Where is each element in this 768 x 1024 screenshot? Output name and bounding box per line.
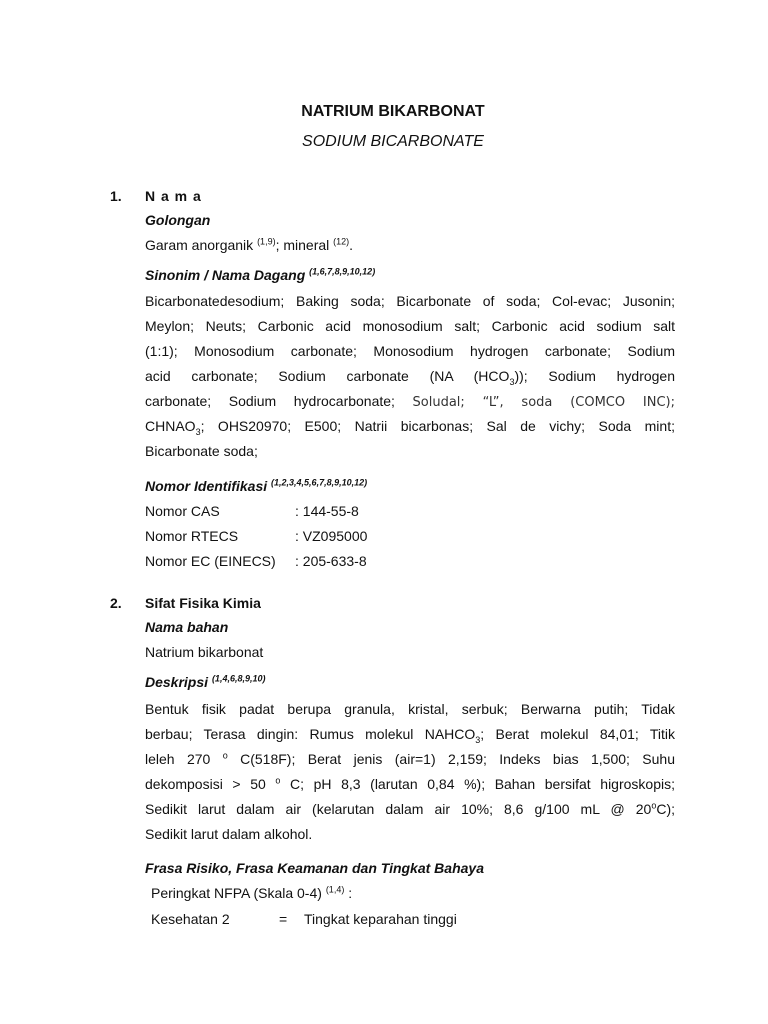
deskripsi-line: leleh 270 $^o$ C(518F); Berat jenis (air=1) 2,159; Indeks bias 1,500; Suhu — [145, 750, 675, 767]
nfpa-text: Peringkat NFPA (Skala 0-4) $^{(1,4)}$ : — [151, 884, 353, 901]
section-2-number: 2. — [110, 595, 122, 611]
nama-bahan-value: Natrium bikarbonat — [145, 644, 264, 660]
sinonim-line: $CHNAO_3$; OHS20970; E500; Natrii bicarbonas; Sal de vichy; Soda mint; — [145, 418, 675, 437]
sinonim-line: Bicarbonatedesodium; Baking soda; Bicarbonate of soda; Col-evac; Jusonin; — [145, 293, 675, 309]
section-1-heading: N a m a — [145, 188, 202, 204]
sinonim-line: Bicarbonate soda; — [145, 443, 258, 459]
section-1-number: 1. — [110, 188, 122, 204]
sinonim-paragraph — [145, 289, 675, 464]
golongan-text: Garam anorganik $^{(1,9)}$; mineral $^{(12)}$. — [145, 236, 354, 253]
kesehatan-equals: = — [279, 911, 288, 927]
kesehatan-value: Tingkat keparahan tinggi — [304, 911, 457, 927]
ec-label: Nomor EC (EINECS) — [145, 553, 276, 569]
identifikasi-label: Nomor Identifikasi $^{(1,2,3,4,5,6,7,8,9,10,12)}$ — [145, 477, 368, 494]
deskripsi-label: Deskripsi $^{(1,4,6,8,9,10)}$ — [145, 673, 266, 690]
deskripsi-paragraph — [145, 697, 675, 847]
document-subtitle: SODIUM BICARBONATE — [302, 133, 484, 150]
ec-value: : 205-633-8 — [295, 553, 367, 569]
sinonim-line: acid carbonate; Sodium carbonate (NA $(HCO_3)$); Sodium hydrogen — [145, 368, 676, 387]
deskripsi-line: Bentuk fisik padat berupa granula, kristal, serbuk; Berwarna putih; Tidak — [145, 701, 675, 717]
section-2-heading: Sifat Fisika Kimia — [145, 595, 261, 611]
deskripsi-line: berbau; Terasa dingin: Rumus molekul $NAHCO_3$; Berat molekul 84,01; Titik — [145, 726, 675, 745]
deskripsi-line: Sedikit larut dalam alkohol. — [145, 826, 313, 842]
deskripsi-line: dekomposisi > 50 $^o$ C; pH 8,3 (larutan 0,84 %); Bahan bersifat higroskopis; — [145, 775, 675, 792]
rtecs-value: : VZ095000 — [295, 528, 368, 544]
sinonim-label: Sinonim / Nama Dagang $^{(1,6,7,8,9,10,12)}$ — [145, 266, 376, 283]
frasa-label: Frasa Risiko, Frasa Keamanan dan Tingkat Bahaya — [145, 860, 484, 876]
cas-label: Nomor CAS — [145, 503, 220, 519]
cas-value: : 144-55-8 — [295, 503, 359, 519]
nama-bahan-label: Nama bahan — [145, 619, 229, 635]
golongan-label: Golongan — [145, 212, 211, 228]
deskripsi-line: Sedikit larut dalam air (kelarutan dalam air 10%; 8,6 g/100 mL @ 20$^o$C); — [145, 800, 675, 817]
document-title: NATRIUM BIKARBONAT — [301, 103, 485, 120]
sinonim-line: (1:1); Monosodium carbonate; Monosodium hydrogen carbonate; Sodium — [145, 343, 675, 359]
sinonim-line: Meylon; Neuts; Carbonic acid monosodium salt; Carbonic acid sodium salt — [145, 318, 675, 334]
sinonim-line: carbonate; Sodium hydrocarbonate; Soludal; “L”, soda (COMCO INC); — [145, 393, 675, 410]
rtecs-label: Nomor RTECS — [145, 528, 239, 544]
kesehatan-label: Kesehatan 2 — [151, 911, 230, 927]
